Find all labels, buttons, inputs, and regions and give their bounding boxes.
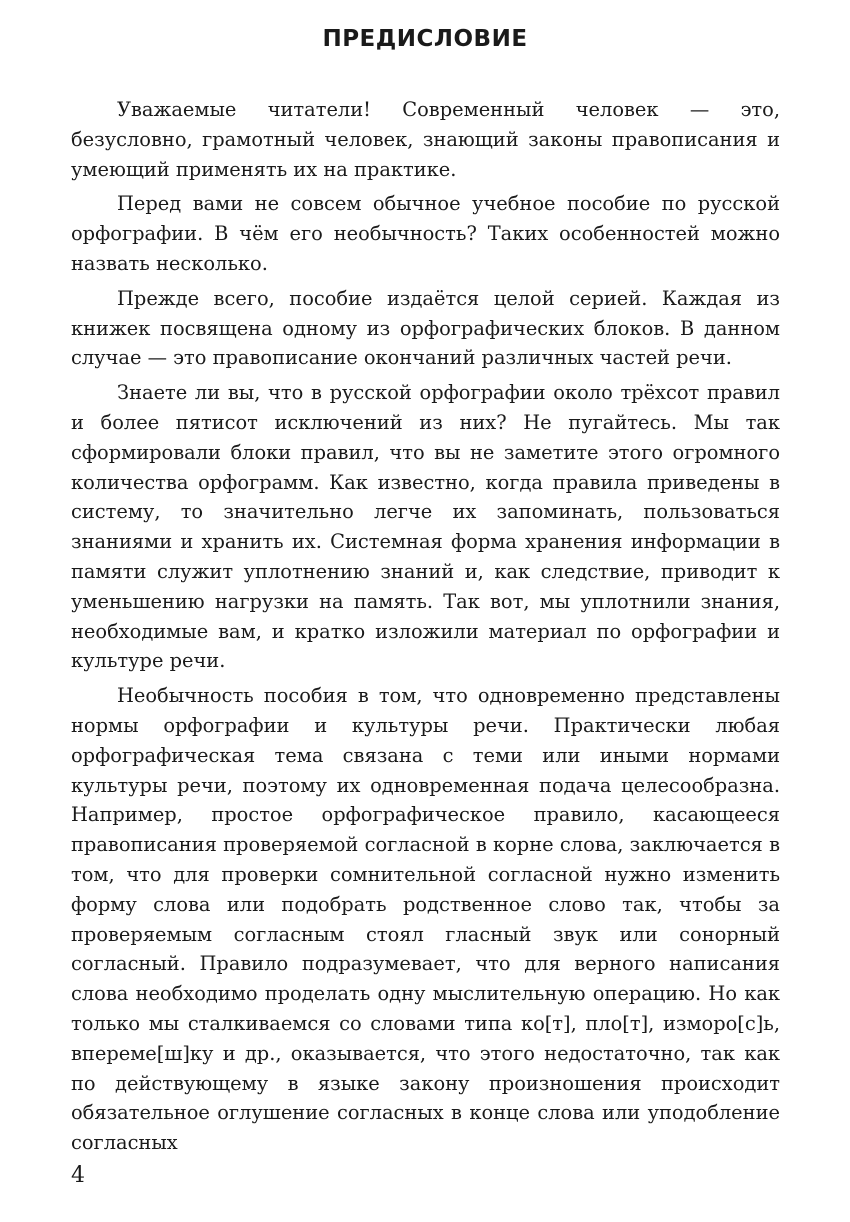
paragraph-3: Прежде всего, пособие издаётся целой серией. Каждая из книжек посвящена одному из орфографических блоков. В данном случае — это правописание окончаний различных частей речи. <box>71 286 780 370</box>
paragraph-2: Перед вами не совсем обычное учебное пособие по русской орфографии. В чём его необычность? Таких особенностей можно назвать несколько. <box>71 192 780 275</box>
body-text <box>71 95 780 1163</box>
paragraph-4: Знаете ли вы, что в русской орфографии около трёхсот правил и более пятисот исключений из них? Не пугайтесь. Мы так сформировали блоки правил, что вы не заметите этого огромного количества орфограмм. Как известно, когда правила приведены в систему, то значительно легче их запоминать, пользоваться знаниями и хранить их. Системная форма хранения информации в памяти служит уплотнению знаний и, как следствие, приводит к уменьшению нагрузки на память. Так вот, мы уплотнили знания, необходимые вам, и кратко изложили материал по орфографии и культуре речи. <box>71 381 780 673</box>
paragraph-5: Необычность пособия в том, что одновременно представлены нормы орфографии и культуры речи. Практически любая орфографическая тема связана с теми или иными нормами культуры речи, поэтому их одновременная подача целесообразна. Например, простое орфографическое правило, касающееся правописания проверяемой согласной в корне слова, заключается в том, что для проверки сомнительной согласной нужно изменить форму слова или подобрать родственное слово так, чтобы за проверяемым согласным стоял гласный звук или сонорный согласный. Правило подразумевает, что для верного написания слова необходимо проделать одну мыслительную операцию. Но как только мы сталкиваемся со словами типа ко[т], пло[т], изморо[с]ь, впереме[ш]ку и др., оказывается, что этого недостаточно, так как по действующему в языке закону произношения происходит обязательное оглушение согласных в конце слова или уподобление согласных <box>71 684 780 1155</box>
paragraph-1: Уважаемые читатели! Современный человек — это, безусловно, грамотный человек, знающий законы правописания и умеющий применять их на практике. <box>71 98 780 181</box>
page-title: ПРЕДИСЛОВИЕ <box>322 26 528 52</box>
page-number: 4 <box>71 1163 85 1188</box>
